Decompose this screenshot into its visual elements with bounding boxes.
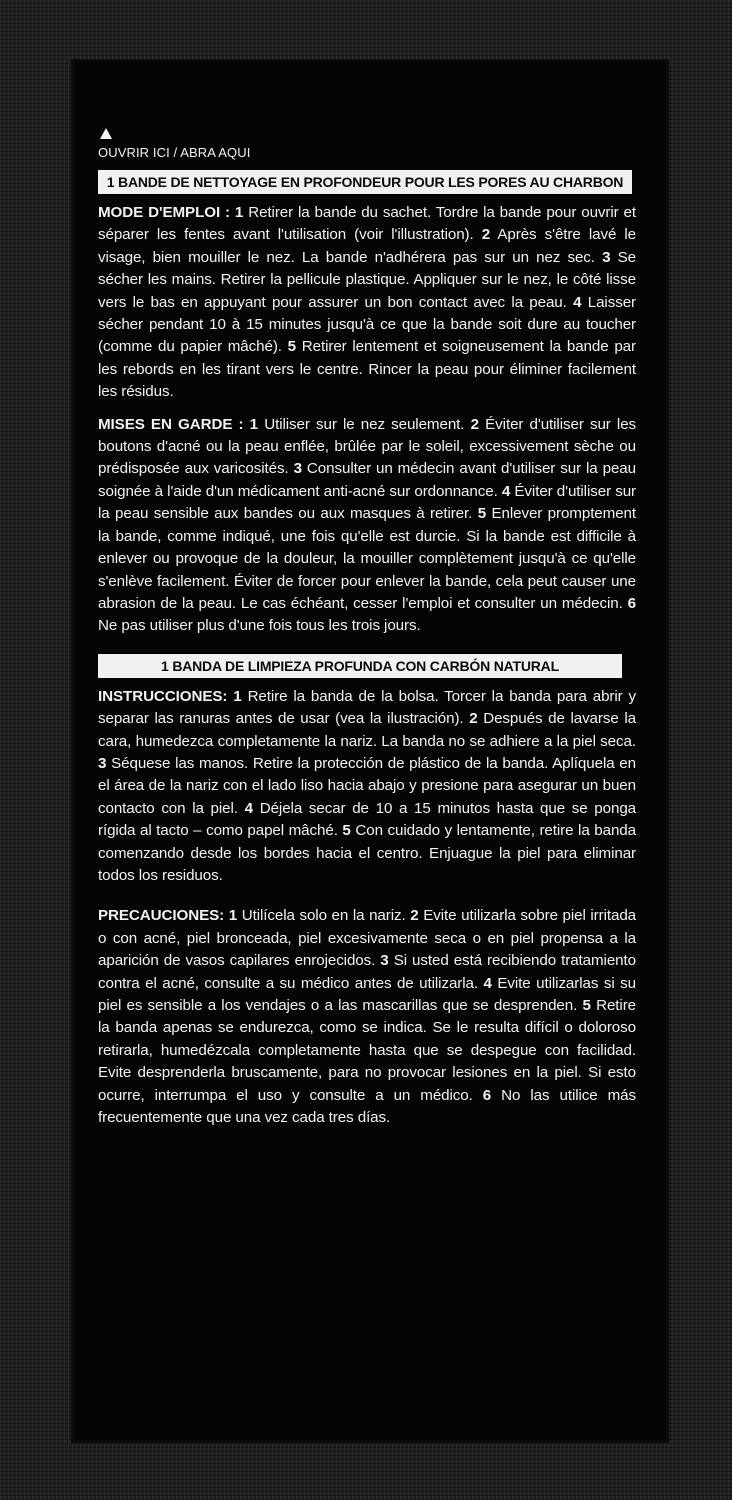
- french-directions-label: MODE D'EMPLOI :: [98, 204, 230, 221]
- step-text: Éviter d'utiliser sur les boutons d'acné ou la peau enflée, brûlée par le soleil, excessivement sèche ou prédisposée aux varicosités.: [98, 415, 637, 478]
- step-text: Retire la banda apenas se endurezca, como se indica. Se le resulta difícil o doloroso retirarla, humedézcala completamente hasta que se despegue con facilidad. Evite desprenderla bruscamente, para no provocar lesiones en la piel. Si esto ocurre, interrumpa el uso y consulte a un médico.: [98, 997, 637, 1104]
- step-text: Utiliser sur le nez seulement.: [264, 415, 465, 433]
- step-text: Se sécher les mains. Retirer la pellicule plastique. Appliquer sur le nez, le côté lisse vers le bas en appuyant pour assurer un bon contact avec la peau.: [98, 248, 636, 311]
- step-number: 2: [470, 415, 479, 433]
- open-here-label: OUVRIR ICI / ABRA AQUI: [98, 145, 251, 160]
- step-text: Ne pas utiliser plus d'une fois tous les trois jours.: [98, 617, 421, 635]
- step-number: 5: [287, 338, 297, 356]
- step-number: 5: [477, 505, 487, 523]
- step-text: Retirer la bande du sachet. Tordre la bande pour ouvrir et séparer les fentes avant l'utilisation (voir l'illustration).: [98, 204, 637, 244]
- spanish-warnings: [98, 905, 636, 1129]
- step-number: 6: [627, 594, 637, 612]
- step-text: Séquese las manos. Retire la protección de plástico de la banda. Aplíquela en el área de la nariz con el lado liso hacia abajo y presione para asegurar un buen contacto con la piel.: [98, 754, 636, 817]
- spanish-directions-label: INSTRUCCIONES:: [98, 687, 228, 705]
- step-number: 3: [380, 952, 389, 970]
- spanish-directions: [98, 686, 636, 888]
- step-number: 4: [244, 799, 253, 817]
- step-number: 5: [582, 997, 591, 1014]
- step-number: 1: [228, 907, 238, 925]
- step-number: 4: [483, 974, 492, 992]
- french-warnings-label: MISES EN GARDE :: [98, 415, 244, 433]
- label-content: [98, 124, 636, 1129]
- step-number: 5: [342, 822, 351, 840]
- step-text: Déjela secar de 10 a 15 minutos hasta que se ponga rígida al tacto – como papel mâché.: [98, 799, 637, 840]
- spanish-warnings-label: PRECAUCIONES:: [98, 907, 225, 925]
- step-number: 3: [98, 754, 107, 772]
- step-number: 6: [482, 1086, 492, 1104]
- step-text: Après s'être lavé le visage, bien mouiller le nez. La bande n'adhérera pas sur un nez sec.: [98, 226, 637, 266]
- step-number: 2: [469, 710, 478, 728]
- step-text: Consulter un médecin avant d'utiliser sur la peau soignée à l'aide d'un médicament anti-acné sur ordonnance.: [98, 460, 637, 500]
- step-text: Evite utilizarlas si su piel es sensible a los vendajes o a las mascarillas que se desprenden.: [98, 974, 636, 1014]
- french-directions: [98, 202, 636, 404]
- step-number: 4: [573, 293, 582, 311]
- step-number: 2: [481, 226, 491, 244]
- step-text: No las utilice más frecuentemente que una vez cada tres días.: [98, 1086, 637, 1127]
- step-text: Retirer lentement et soigneusement la bande par les rebords en les tirant vers le centre. Rincer la peau pour éliminer facilement les résidus.: [98, 338, 636, 401]
- step-text: Evite utilizarla sobre piel irritada o con acné, piel bronceada, piel excesivamente seca o en piel propensa a la aparición de vasos capilares enrojecidos.: [98, 907, 637, 970]
- step-text: Después de lavarse la cara, humedezca completamente la nariz. La banda no se adhiere a la piel seca.: [98, 710, 636, 750]
- step-text: Laisser sécher pendant 10 à 15 minutes jusqu'à ce que la bande soit dure au toucher (comme du papier mâché).: [98, 293, 636, 356]
- step-text: Utilícela solo en la nariz.: [241, 907, 406, 925]
- spanish-product-heading: 1 BANDA DE LIMPIEZA PROFUNDA CON CARBÓN NATURAL: [98, 654, 622, 678]
- step-number: 1: [234, 204, 244, 221]
- step-text: Éviter d'utiliser sur la peau sensible aux bandes ou aux masques à retirer.: [98, 482, 636, 523]
- step-text: Con cuidado y lentamente, retire la banda comenzando desde los bordes hacia el centro. Enjuague la piel para eliminar todos los residuos.: [98, 822, 636, 884]
- step-text: Retire la banda de la bolsa. Torcer la banda para abrir y separar las ranuras antes de usar (vea la ilustración).: [98, 687, 636, 728]
- step-text: Si usted está recibiendo tratamiento contra el acné, consulte a su médico antes de utilizarla.: [98, 952, 636, 992]
- open-arrow-icon: [100, 128, 112, 139]
- french-warnings: [98, 414, 636, 638]
- step-number: 1: [233, 687, 242, 705]
- step-text: Enlever promptement la bande, comme indiqué, une fois qu'elle est durcie. Si la bande est difficile à enlever ou provoque de la douleur, la mouiller complètement jusqu'à ce qu'elle s'enlève facilement. Éviter de forcer pour enlever la bande, cela peut causer une abrasion de la peau. Le cas échéant, cesser l'emploi et consulter un médecin.: [98, 505, 637, 612]
- french-product-heading: 1 BANDE DE NETTOYAGE EN PROFONDEUR POUR LES PORES AU CHARBON: [98, 170, 632, 194]
- step-number: 1: [249, 415, 259, 433]
- step-number: 3: [602, 248, 611, 266]
- step-number: 3: [293, 460, 302, 478]
- step-number: 4: [501, 482, 511, 500]
- step-number: 2: [410, 907, 419, 925]
